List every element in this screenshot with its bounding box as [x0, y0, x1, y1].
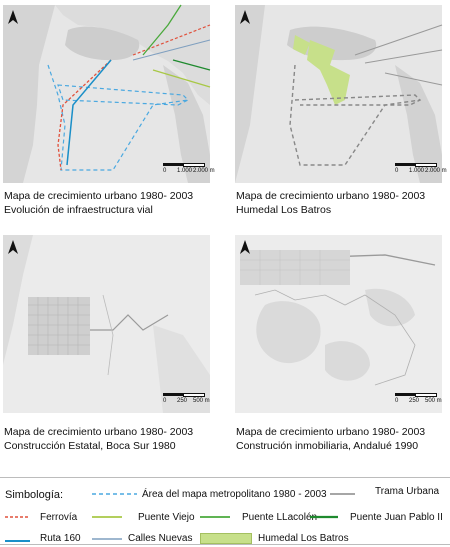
scale-bar: 0 1.000 2.000 m [163, 163, 205, 179]
north-arrow-icon [8, 240, 18, 254]
legend-label-puente-llacolen: Puente LLacolén [242, 512, 318, 523]
legend-divider-bottom [0, 544, 450, 545]
north-arrow-icon [240, 240, 250, 254]
legend-label-calles: Calles Nuevas [128, 533, 193, 544]
map-andalue [235, 235, 442, 413]
legend-swatch-humedal [200, 533, 252, 544]
map-panel-infraestructura [3, 5, 215, 183]
legend-swatch-puente-jp2 [310, 515, 338, 519]
map-infraestructura [3, 5, 210, 183]
legend-swatch-calles [92, 537, 122, 541]
legend [0, 475, 450, 547]
legend-title: Simbología: [5, 489, 64, 501]
legend-label-trama: Trama Urbana [375, 486, 440, 497]
map-panel-humedal [235, 5, 447, 183]
north-arrow-icon [240, 10, 250, 24]
legend-label-ruta160: Ruta 160 [40, 533, 81, 544]
legend-label-area: Área del mapa metropolitano 1980 - 2003 [142, 489, 327, 500]
legend-swatch-ferrovia [5, 515, 30, 519]
scale-bar: 0 250 500 m [163, 393, 205, 409]
legend-label-humedal: Humedal Los Batros [258, 533, 349, 544]
legend-swatch-puente-llacolen [200, 515, 230, 519]
legend-label-puente-viejo: Puente Viejo [138, 512, 195, 523]
legend-swatch-trama [330, 492, 355, 496]
map-panel-andalue [235, 235, 442, 413]
urban-block [28, 297, 90, 355]
panel-caption-1: Mapa de crecimiento urbano 1980- 2003 Evolución de infraestructura vial [4, 190, 194, 216]
north-arrow-icon [8, 10, 18, 24]
map-humedal [235, 5, 442, 183]
legend-label-puente-jp2: Puente Juan Pablo II [350, 512, 443, 523]
scale-bar: 0 1.000 2.000 m [395, 163, 437, 179]
panel-caption-4: Mapa de crecimiento urbano 1980- 2003 Construción inmobiliaria, Andalué 1990 [236, 426, 426, 452]
map-panel-boca-sur [3, 235, 210, 413]
panel-caption-3: Mapa de crecimiento urbano 1980- 2003 Construcción Estatal, Boca Sur 1980 [4, 426, 194, 452]
legend-label-ferrovia: Ferrovía [40, 512, 78, 523]
map-boca-sur [3, 235, 210, 413]
scale-bar: 0 250 500 m [395, 393, 437, 409]
legend-swatch-puente-viejo [92, 515, 122, 519]
panel-caption-2: Mapa de crecimiento urbano 1980- 2003 Humedal Los Batros [236, 190, 426, 216]
legend-swatch-area [92, 492, 137, 496]
legend-swatch-ruta160 [5, 539, 30, 543]
urban-fabric [240, 250, 350, 285]
